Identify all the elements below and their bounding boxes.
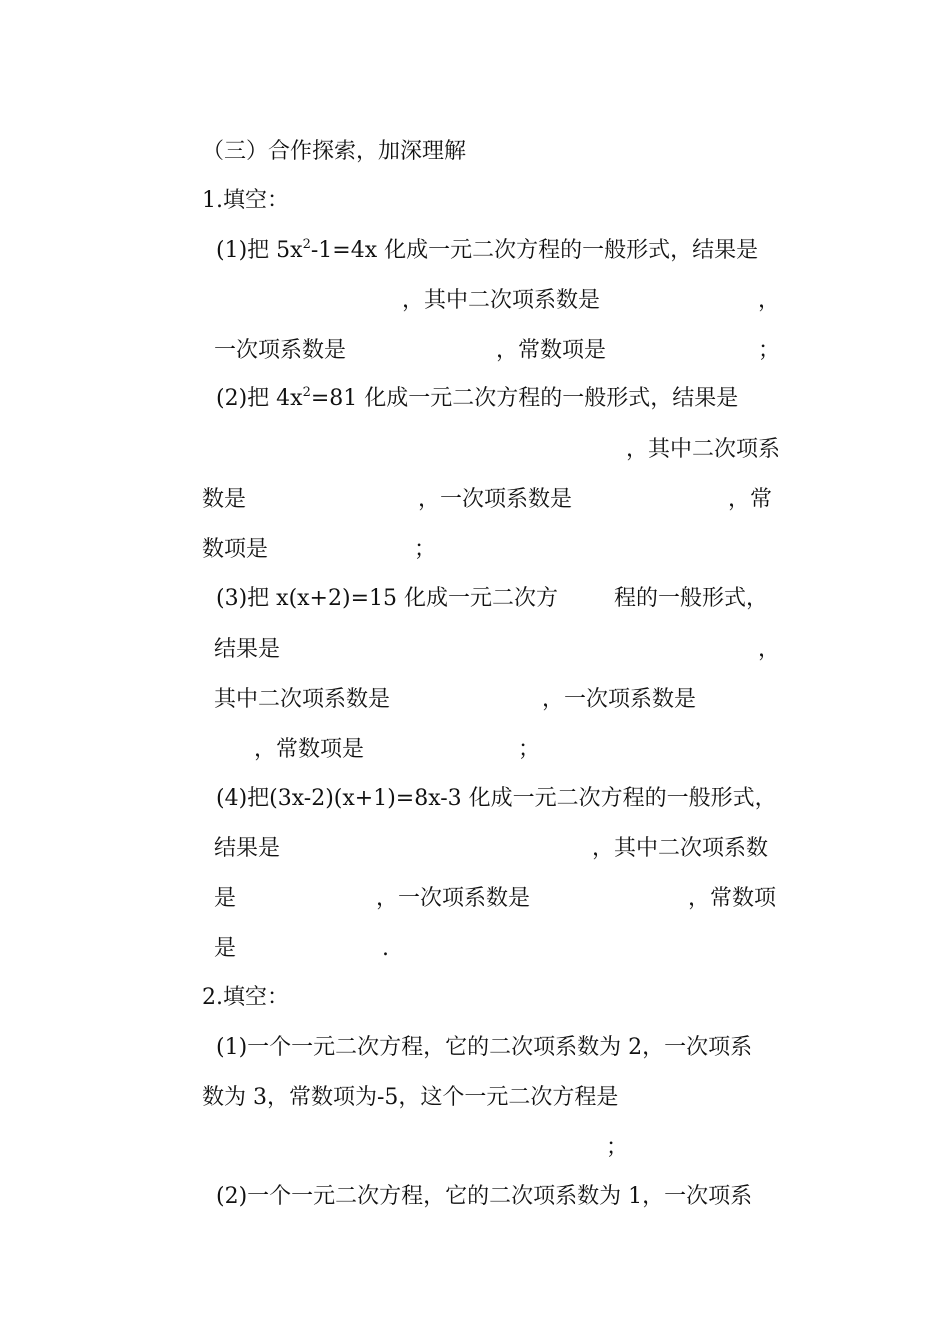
q1-3-line1: (3)把 x(x+2)=15 化成一元二次方 <box>216 586 558 611</box>
q1-1-linear-coef-label: 一次项系数是 <box>214 338 347 363</box>
q1-2-constant-label: ，常 <box>728 487 773 512</box>
q1-1-line1 <box>216 236 758 266</box>
q1-3-line1-cont: 程的一般形式， <box>614 586 769 611</box>
q1-1-prefix: (1)把 5x <box>216 238 303 263</box>
q1-3-quadratic-coef-label: 其中二次项系数是 <box>214 687 391 712</box>
q1-2-constant-label-cont: 数项是 <box>202 537 269 562</box>
q2-1-line1: (1)一个一元二次方程，它的二次项系数为 2，一次项系 <box>216 1035 753 1060</box>
q1-2-text: =81 化成一元二次方程的一般形式，结果是 <box>310 386 739 411</box>
q1-3-linear-coef-label: ，一次项系数是 <box>542 687 697 712</box>
q1-2-prefix: (2)把 4x <box>216 386 303 411</box>
q1-2-exponent: 2 <box>302 385 311 400</box>
question-1-heading: 1.填空： <box>202 188 289 213</box>
q1-3-result-label: 结果是 <box>214 637 281 662</box>
q1-4-result-label: 结果是 <box>214 836 281 861</box>
question-2-heading: 2.填空： <box>202 985 289 1010</box>
q1-4-constant-label-cont: 是 <box>214 936 237 961</box>
q2-1-semicolon: ； <box>606 1135 629 1160</box>
q1-1-constant-label: ，常数项是 <box>496 338 607 363</box>
q1-2-quadratic-coef-label: ，其中二次项系 <box>626 437 781 462</box>
q1-2-quadratic-coef-label-cont: 数是 <box>202 487 247 512</box>
q1-1-text: -1=4x 化成一元二次方程的一般形式，结果是 <box>310 238 759 263</box>
q1-2-linear-coef-label: ，一次项系数是 <box>418 487 573 512</box>
q1-3-semicolon: ； <box>518 737 541 762</box>
q1-4-constant-label: ，常数项 <box>688 886 777 911</box>
q1-3-comma: ， <box>758 637 781 662</box>
q1-1-quadratic-coef-label: ，其中二次项系数是 <box>402 288 601 313</box>
q1-2-semicolon: ； <box>414 537 437 562</box>
q1-3-constant-label: ，常数项是 <box>254 737 365 762</box>
q1-4-quadratic-coef-label-cont: 是 <box>214 886 237 911</box>
q1-1-comma: ， <box>758 288 781 313</box>
q2-2-line1: (2)一个一元二次方程，它的二次项系数为 1，一次项系 <box>216 1184 753 1209</box>
q1-2-line1 <box>216 384 738 414</box>
q1-4-quadratic-coef-label: ，其中二次项系数 <box>592 836 769 861</box>
q1-4-period: . <box>382 936 389 961</box>
q1-4-line1: (4)把(3x-2)(x+1)=8x-3 化成一元二次方程的一般形式， <box>216 786 777 811</box>
q1-4-linear-coef-label: ，一次项系数是 <box>376 886 531 911</box>
q1-1-semicolon: ； <box>758 338 781 363</box>
q2-1-line2: 数为 3，常数项为-5，这个一元二次方程是 <box>202 1085 619 1110</box>
q1-1-exponent: 2 <box>302 237 311 252</box>
section-heading: （三）合作探索，加深理解 <box>202 139 467 164</box>
